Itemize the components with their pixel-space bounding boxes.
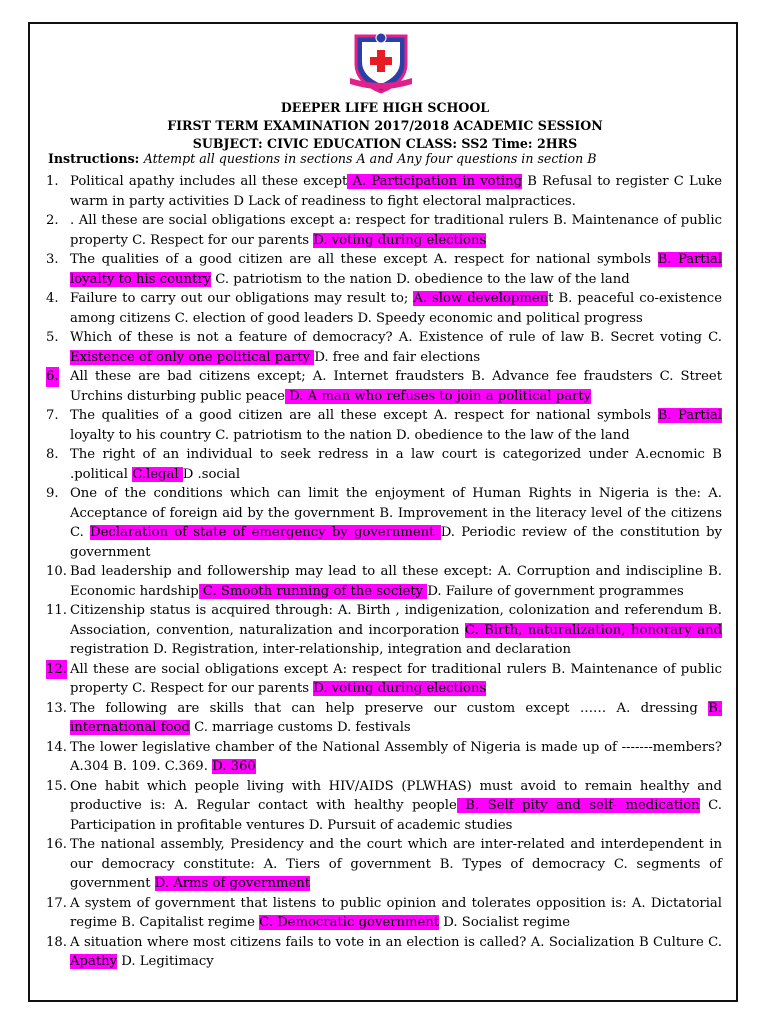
question-text-after: D. free and fair elections (314, 349, 481, 365)
question-text: Bad leadership and followership may lead to all these except: A. Corruption and indiscipline B. Economic hardship (70, 564, 722, 599)
highlighted-answer: D. voting during elections (313, 232, 487, 248)
question-text: The national assembly, Presidency and the court which are inter-related and interdependent in our democracy constitute: A. Tiers of government B. Types of democracy C. segments of government (70, 837, 722, 891)
question-text: . All these are social obligations except a: respect for traditional rulers B. Maintenance of public property C. Respect for our parents (70, 213, 722, 248)
question-item (46, 660, 722, 699)
instructions (48, 151, 728, 166)
highlighted-answer: A. Participation in voting (347, 174, 523, 189)
question-text-after: loyalty to his country C. patriotism to the nation D. obedience to the law of the land (70, 427, 630, 443)
question-text: One habit which people living with HIV/AIDS (PLWHAS) must avoid to remain healthy and productive is: A. Regular contact with healthy people (70, 778, 722, 813)
question-text-after: C. marriage customs D. festivals (189, 720, 411, 735)
question-number: 2. (46, 213, 59, 228)
highlighted-answer: B. Partial loyalty to his country (70, 252, 722, 287)
question-text: The following are skills that can help preserve our custom except …… A. dressing (70, 700, 709, 716)
question-number: 5. (46, 330, 59, 345)
highlighted-answer: C. Democratic government (259, 915, 440, 930)
question-text: Political apathy includes all these except (70, 174, 348, 189)
highlighted-answer: A. slow developmen (413, 291, 549, 306)
question-item (46, 835, 722, 894)
question-number: 17. (46, 895, 67, 911)
highlighted-answer: Existence of only one political party (70, 349, 315, 365)
question-text-after: C. Participation in profitable ventures D. Pursuit of academic studies (70, 798, 722, 833)
question-text-after: D. Periodic review of the constitution by government (70, 525, 722, 560)
highlighted-answer: C.legal (132, 466, 183, 482)
question-item (46, 289, 722, 328)
question-number: 7. (46, 408, 59, 423)
question-item (46, 777, 722, 836)
question-text-after: D .social (182, 466, 241, 482)
school-name: DEEPER LIFE HIGH SCHOOL (280, 100, 490, 115)
question-number: 18. (46, 934, 67, 950)
question-item (46, 738, 722, 777)
question-item (46, 484, 722, 562)
question-number: 6. (46, 367, 59, 387)
question-item (46, 699, 722, 738)
question-text-after: C. patriotism to the nation D. obedience to the law of the land (211, 271, 630, 287)
question-item (46, 601, 722, 660)
question-list (46, 172, 722, 972)
question-item (46, 172, 722, 211)
question-text-after: D. Failure of government programmes (427, 583, 684, 599)
question-text-after: t B. peaceful co-existence among citizens C. election of good leaders D. Speedy economic and political progress (70, 291, 723, 326)
question-item (46, 328, 722, 367)
question-number: 15. (46, 778, 67, 794)
highlighted-answer: Declaration of state of emergency by government (90, 525, 441, 540)
question-number: 14. (46, 739, 67, 755)
question-number: 4. (46, 291, 59, 306)
question-text: A system of government that listens to public opinion and tolerates opposition is: A. Dictatorial regime B. Capitalist regime (70, 895, 722, 930)
question-number: 16. (46, 837, 67, 852)
question-number: 10. (46, 564, 67, 579)
highlighted-answer: B. Partial (657, 408, 722, 423)
instructions-label: Instructions: (48, 151, 144, 166)
question-number: 3. (46, 252, 59, 267)
question-item (46, 211, 722, 250)
highlighted-answer: B. international food (70, 700, 722, 735)
question-text: All these are social obligations except A: respect for traditional rulers B. Maintenance of public property C. Respect for our parents (70, 661, 722, 696)
subject-line: SUBJECT: CIVIC EDUCATION CLASS: SS2 Time: 2HRS (192, 136, 578, 151)
question-number: 9. (46, 486, 59, 501)
highlighted-answer: C. Smooth running of the society (198, 583, 428, 599)
instructions-text: Attempt all questions in sections A and Any four questions in section B (143, 151, 597, 166)
highlighted-answer: Apathy (70, 954, 118, 969)
question-item (46, 406, 722, 445)
highlighted-answer: D. voting during elections (313, 681, 487, 696)
question-item (46, 367, 722, 406)
question-text: The qualities of a good citizen are all these except A. respect for national symbols (70, 408, 658, 423)
exam-title: FIRST TERM EXAMINATION 2017/2018 ACADEMIC SESSION (167, 118, 603, 133)
question-item (46, 562, 722, 601)
question-text: The qualities of a good citizen are all these except A. respect for national symbols (70, 252, 658, 267)
highlighted-answer: D. 360 (212, 759, 256, 774)
question-text: One of the conditions which can limit the enjoyment of Human Rights in Nigeria is the: A. Acceptance of foreign aid by the government B. Improvement in the literacy level of the citizens C. (70, 486, 722, 540)
highlighted-answer: D. Arms of government (154, 876, 311, 891)
question-item (46, 445, 722, 484)
question-text: The right of an individual to seek redress in a law court is categorized under A.ecnomic B .political (70, 447, 722, 482)
highlighted-answer: D. A man who refuses to join a political party (284, 388, 592, 404)
school-logo (346, 30, 416, 94)
question-text: The lower legislative chamber of the National Assembly of Nigeria is made up of -------members? A.304 B. 109. C.369. (70, 739, 722, 774)
question-text-after: registration D. Registration, inter-relationship, integration and declaration (70, 642, 571, 657)
question-text: Citizenship status is acquired through: A. Birth , indigenization, colonization and referendum B. Association, convention, naturalization and incorporation (70, 603, 722, 638)
question-text: Failure to carry out our obligations may result to; (70, 291, 414, 306)
question-number: 8. (46, 447, 59, 462)
question-item (46, 894, 722, 933)
question-number: 1. (46, 174, 59, 189)
question-number: 13. (46, 700, 67, 716)
question-number: 11. (46, 603, 67, 618)
question-text: Which of these is not a feature of democracy? A. Existence of rule of law B. Secret voting C. (70, 330, 722, 345)
highlighted-answer: C. Birth, naturalization, honorary and (464, 622, 723, 638)
question-text-after: B Refusal to register C Luke warm in party activities D Lack of readiness to fight electoral malpractices. (70, 174, 723, 209)
question-text: All these are bad citizens except; A. Internet fraudsters B. Advance fee fraudsters C. Street Urchins disturbing public peace (70, 369, 722, 404)
highlighted-answer: B. Self pity and self- medication (456, 798, 700, 813)
question-item (46, 250, 722, 289)
question-text: A situation where most citizens fails to vote in an election is called? A. Socialization B Culture C. (70, 934, 722, 950)
question-number: 12. (46, 660, 67, 680)
question-text-after: D. Socialist regime (439, 915, 570, 930)
question-text-after: D. Legitimacy (117, 954, 214, 969)
question-item (46, 933, 722, 972)
